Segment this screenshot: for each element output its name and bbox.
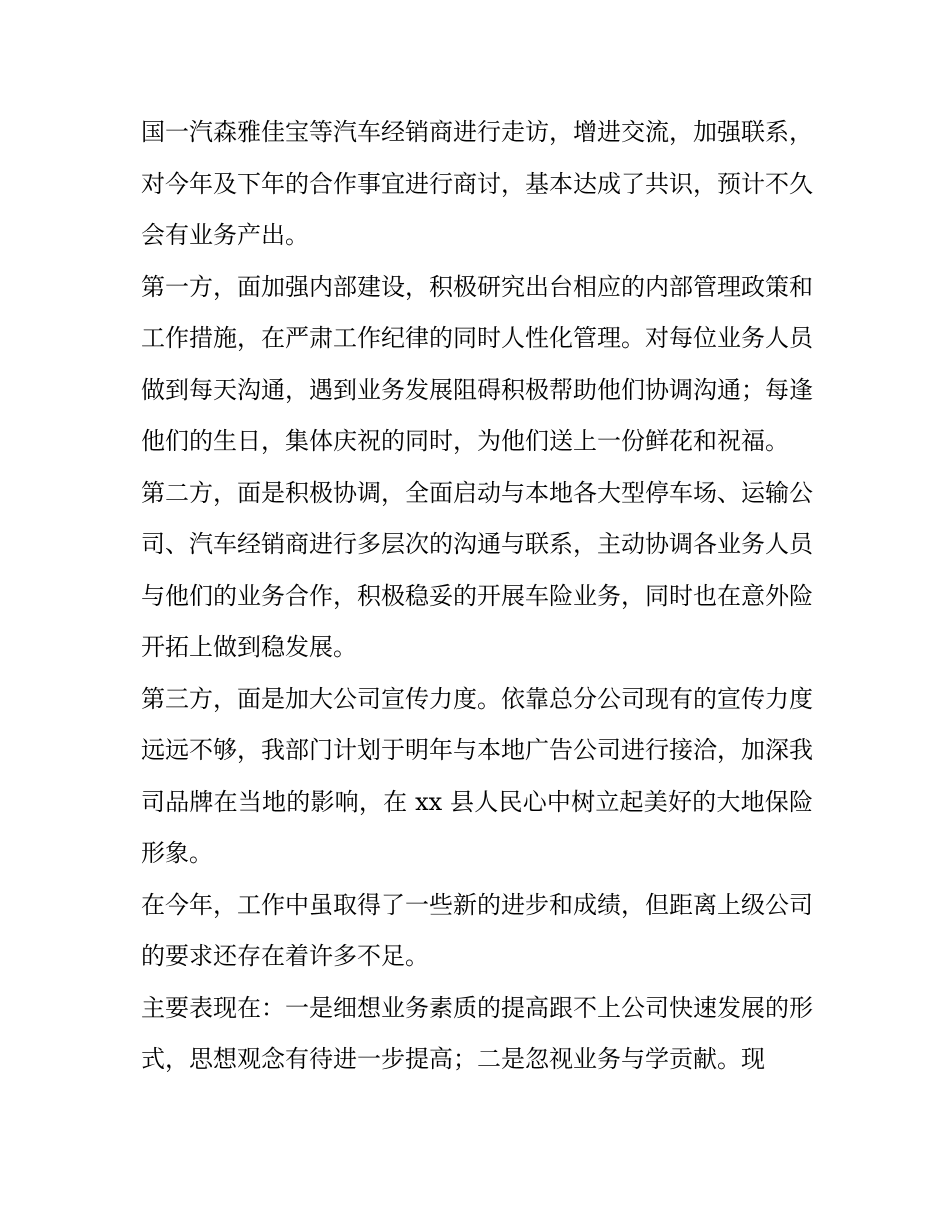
- paragraph-publicity: 第三方，面是加大公司宣传力度。依靠总分公司现有的宣传力度远远不够，我部门计划于明年与本地广告公司进行接洽，加深我司品牌在当地的影响，在 xx 县人民心中树立起美好的大地保险形象。: [141, 684, 813, 867]
- paragraph-shortcomings: 在今年，工作中虽取得了一些新的进步和成绩，但距离上级公司的要求还存在着许多不足。: [141, 890, 813, 970]
- paragraph-coordination: 第二方，面是积极协调，全面启动与本地各大型停车场、运输公司、汽车经销商进行多层次的沟通与联系，主动协调各业务人员与他们的业务合作，积极稳妥的开展车险业务，同时也在意外险开拓上做到稳发展。: [141, 478, 813, 661]
- paragraph-internal-building: 第一方，面加强内部建设，积极研究出台相应的内部管理政策和工作措施，在严肃工作纪律的同时人性化管理。对每位业务人员做到每天沟通，遇到业务发展阻碍积极帮助他们协调沟通；每逢他们的生日，集体庆祝的同时，为他们送上一份鲜花和祝福。: [141, 272, 813, 455]
- paragraph-main-issues: 主要表现在：一是细想业务素质的提高跟不上公司快速发展的形式，思想观念有待进一步提高；二是忽视业务与学贡献。现: [141, 993, 813, 1073]
- paragraph-dealer-visits: 国一汽森雅佳宝等汽车经销商进行走访，增进交流，加强联系，对今年及下年的合作事宜进行商讨，基本达成了共识，预计不久会有业务产出。: [141, 118, 813, 249]
- document-body: [141, 107, 813, 1086]
